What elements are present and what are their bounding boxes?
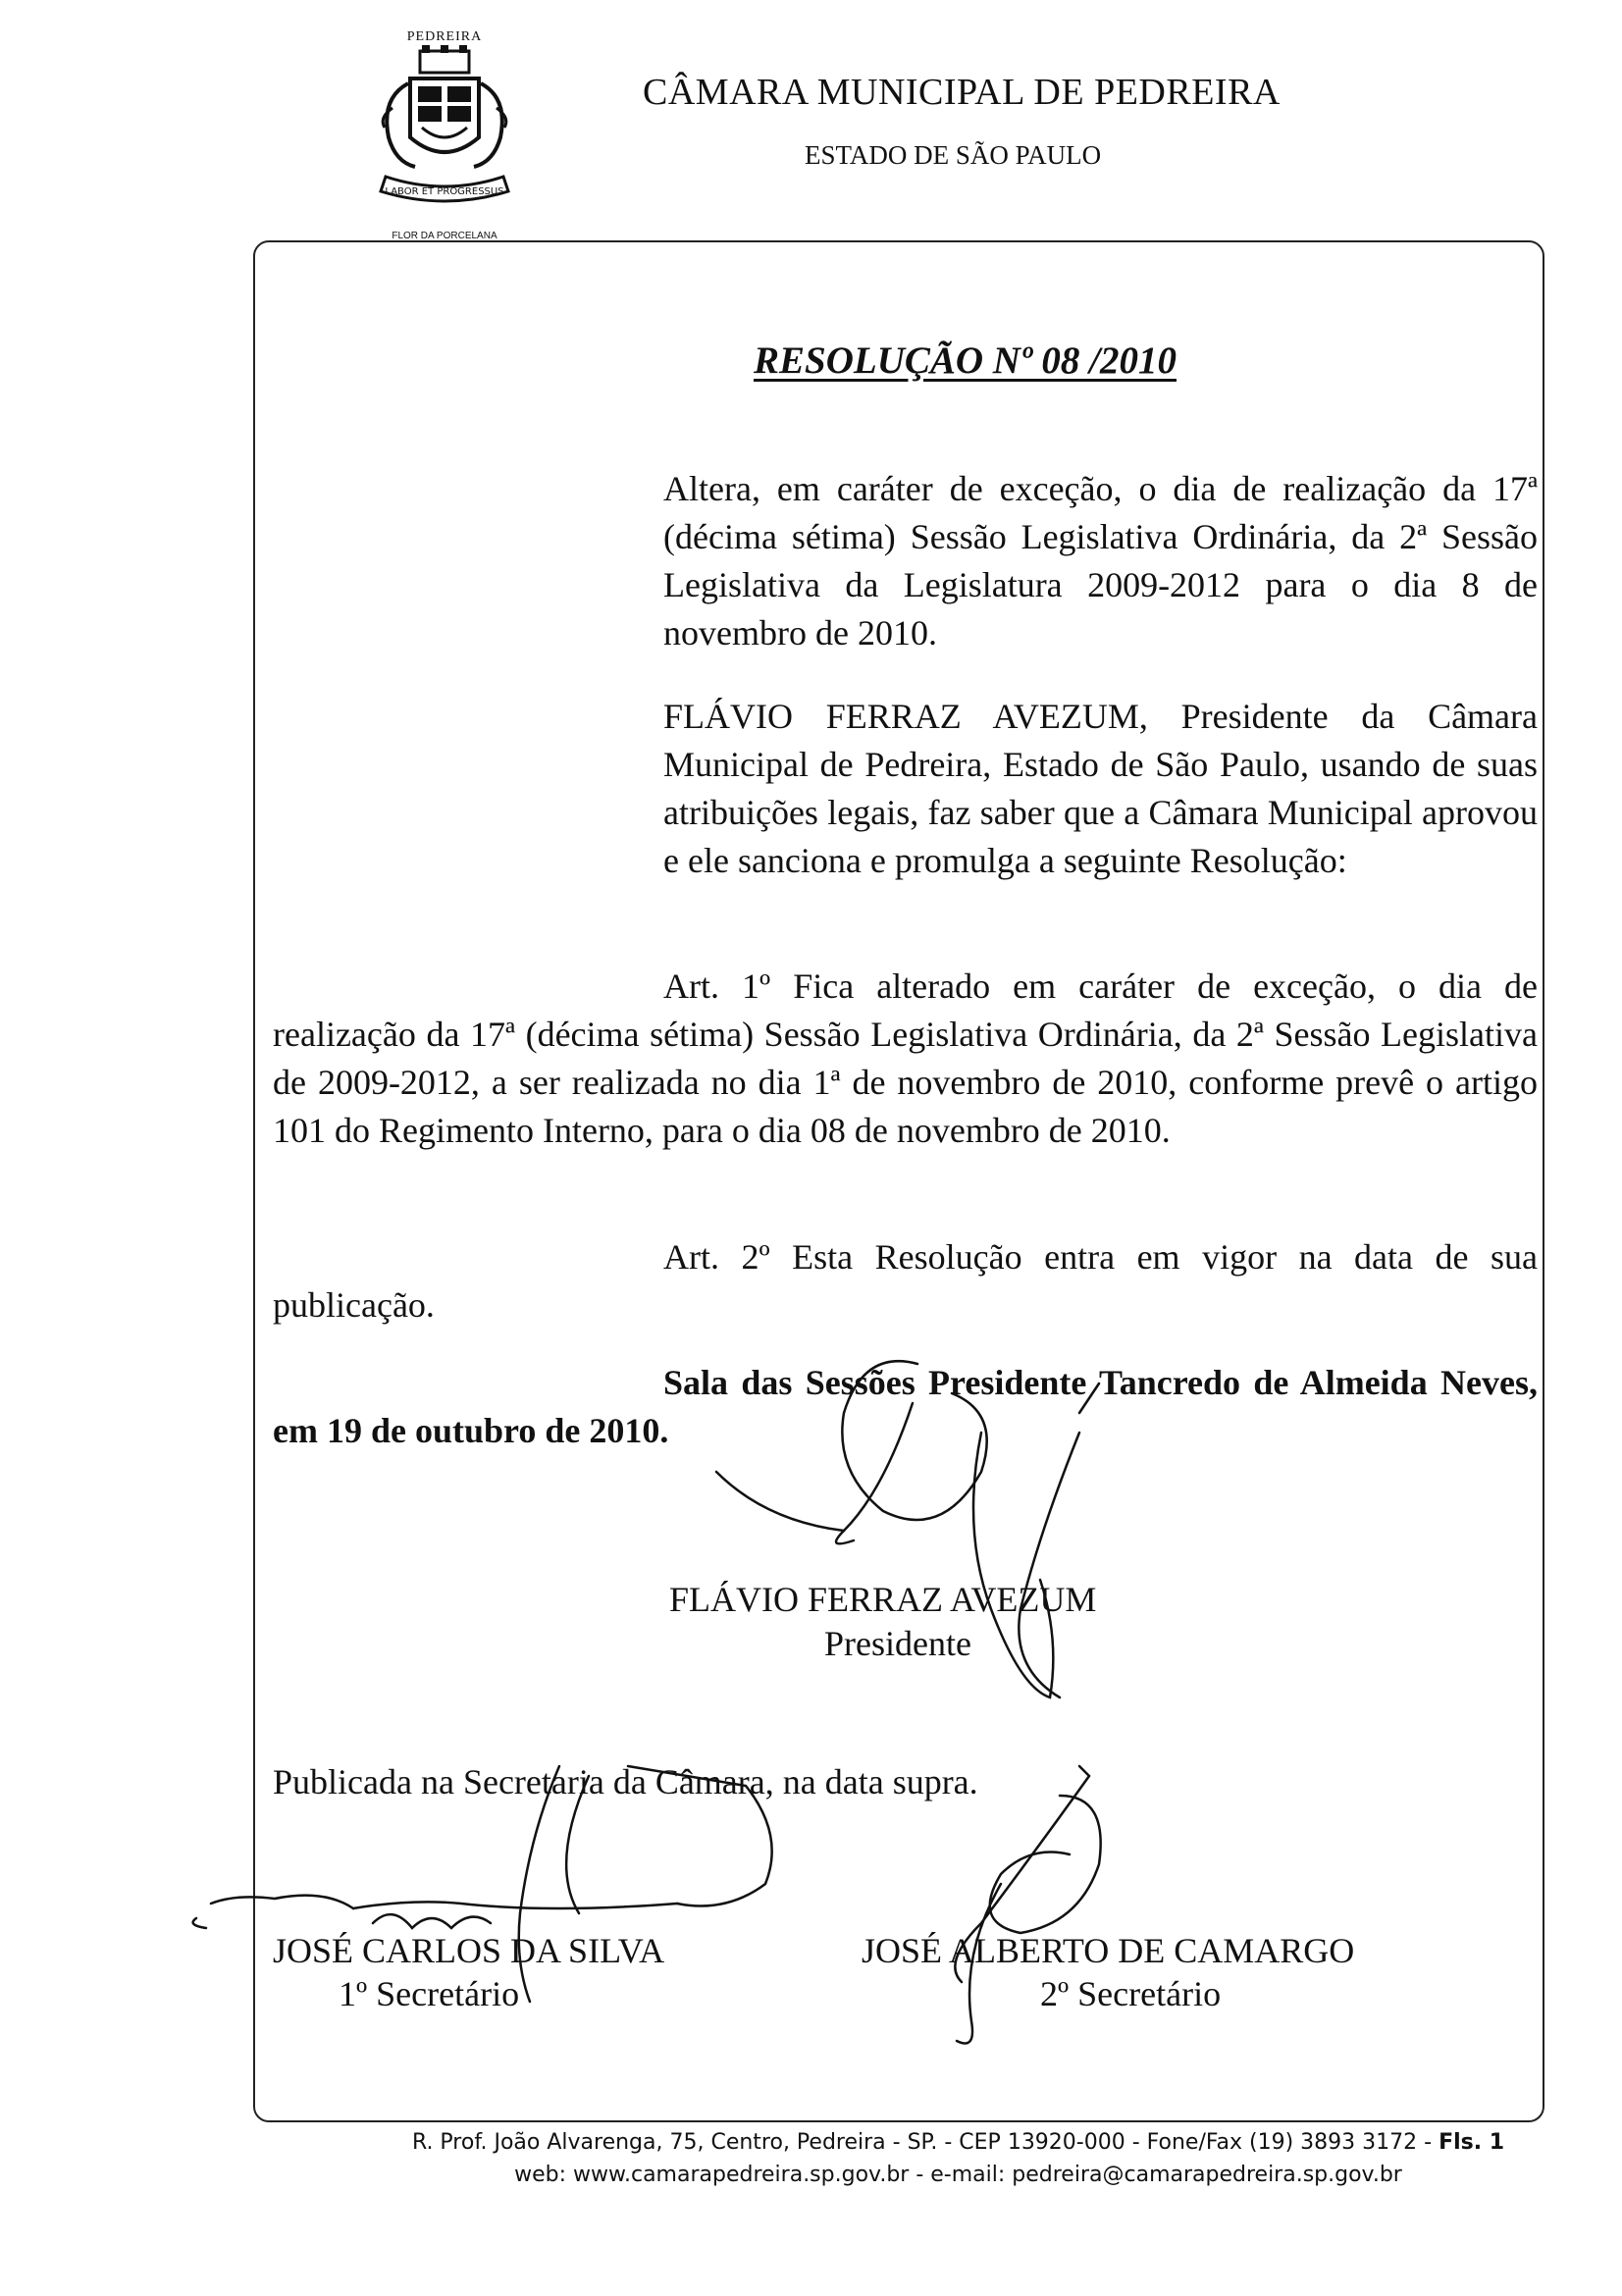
article-1: Art. 1º Fica alterado em caráter de exceção, o dia de realização da 17ª (décima sétima) Sessão Legislativa Ordinária, da 2ª Sessão Legislativa de 2009-2012, a ser realizada no dia 1ª de novembro de 2010, conforme prevê o artigo 101 do Regimento Interno, para o dia 08 de novembro de 2010. [273, 966, 1538, 1150]
seal-bottom-text: FLOR DA PORCELANA [392, 231, 497, 241]
svg-text:LABOR ET PROGRESSUS: LABOR ET PROGRESSUS [385, 186, 504, 197]
resolution-title: RESOLUÇÃO Nº 08 /2010 [754, 339, 1177, 382]
president-name: FLÁVIO FERRAZ AVEZUM [669, 1580, 1097, 1619]
session-date-line: Sala das Sessões Presidente Tancredo de Almeida Neves, em 19 de outubro de 2010. [273, 1363, 1538, 1450]
second-secretary-role: 2º Secretário [1040, 1974, 1222, 2013]
first-secretary-name: JOSÉ CARLOS DA SILVA [273, 1931, 665, 1970]
second-secretary-name: JOSÉ ALBERTO DE CAMARGO [862, 1931, 1355, 1970]
footer-address [147, 2130, 1622, 2155]
seal-top-text: PEDREIRA [406, 29, 483, 44]
municipal-seal [371, 29, 518, 240]
coat-of-arms-icon [371, 29, 518, 231]
president-role: Presidente [824, 1624, 971, 1663]
footer-page-number: Fls. 1 [1439, 2130, 1505, 2155]
first-secretary-role: 1º Secretário [339, 1974, 520, 2013]
footer-address-text: R. Prof. João Alvarenga, 75, Centro, Pedreira - SP. - CEP 13920-000 - Fone/Fax (19) 3893 3172 - [411, 2130, 1433, 2155]
resolution-intro: FLÁVIO FERRAZ AVEZUM, Presidente da Câmara Municipal de Pedreira, Estado de São Paulo, usando de suas atribuições legais, faz saber que a Câmara Municipal aprovou e ele sanciona e promulga a seguinte Resolução: [663, 697, 1538, 880]
footer-web: web: www.camarapedreira.sp.gov.br - e-mail: pedreira@camarapedreira.sp.gov.br [514, 2163, 1402, 2187]
header-title: CÂMARA MUNICIPAL DE PEDREIRA [643, 72, 1281, 113]
header-subtitle: ESTADO DE SÃO PAULO [805, 140, 1102, 170]
resolution-summary: Altera, em caráter de exceção, o dia de realização da 17ª (décima sétima) Sessão Legislativa Ordinária, da 2ª Sessão Legislativa da Legislatura 2009-2012 para o dia 8 de novembro de 2010. [663, 469, 1538, 652]
publication-note: Publicada na Secretaria da Câmara, na data supra. [273, 1762, 978, 1801]
article-2: Art. 2º Esta Resolução entra em vigor na data de sua publicação. [273, 1237, 1538, 1325]
